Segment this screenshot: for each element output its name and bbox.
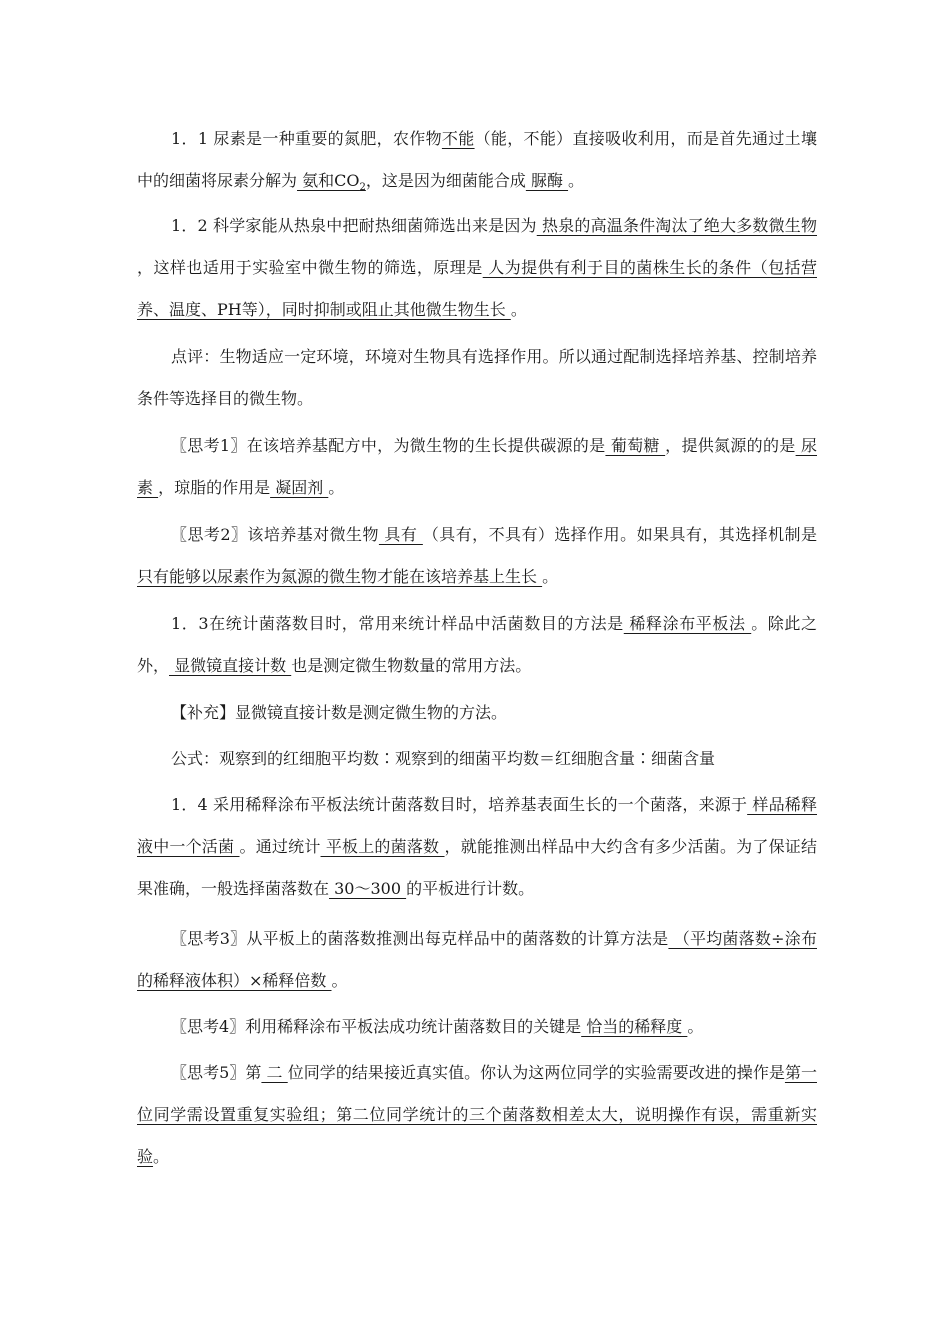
answer-blank: 稀释涂布平板法	[623, 614, 752, 633]
text: 1．4 采用稀释涂布平板法统计菌落数目时，培养基表面生长的一个菌落，来源于	[171, 795, 748, 814]
text: 。	[328, 478, 345, 497]
text: （具有，不具有）选择作用。如果具有，其选择机制是	[422, 525, 817, 544]
answer-blank: 不能	[441, 129, 475, 148]
text: 点评：生物适应一定环境，环境对生物具有选择作用。所以通过配制选择培养基、控制培养条件等选择目的微生物。	[137, 347, 817, 408]
text: 位同学的结果接近真实值。你认为这两位同学的实验需要改进的操作是	[287, 1063, 785, 1082]
answer-blank: 葡萄糖	[605, 436, 666, 455]
paragraph-comment	[137, 336, 817, 420]
text: 〖思考2〗该培养基对微生物	[171, 525, 379, 544]
answer-blank: 脲酶	[525, 171, 569, 190]
paragraph-1-4	[137, 784, 817, 910]
paragraph-think-4	[137, 1006, 817, 1048]
paragraph-formula	[137, 738, 817, 780]
answer-blank: 尿素	[137, 436, 817, 497]
answer-blank: 显微镜直接计数	[169, 656, 292, 675]
paragraph-supplement	[137, 692, 817, 734]
paragraph-think-3	[137, 918, 817, 1002]
text: 的平板进行计数。	[406, 879, 535, 898]
text: 〖思考5〗第	[171, 1063, 262, 1082]
subscript: 2	[359, 182, 366, 194]
text: 。	[510, 300, 527, 319]
text: ，这是因为细菌能合成	[365, 171, 526, 190]
paragraph-1-3	[137, 603, 817, 687]
answer-blank: 30～300	[329, 879, 407, 898]
text: 。	[542, 567, 559, 586]
paragraph-think-1	[137, 425, 817, 509]
answer-blank: 人为提供有利于目的菌株生长的条件（包括营养、温度、PH等），同时抑制或阻止其他微生物生长	[137, 258, 817, 319]
answer-blank	[297, 171, 366, 194]
answer-blank: （平均菌落数÷涂布的稀释液体积）×稀释倍数	[137, 929, 817, 990]
text: 〖思考4〗利用稀释涂布平板法成功统计菌落数目的关键是	[171, 1017, 582, 1036]
answer-text: 氨和CO	[297, 171, 360, 190]
text: 1．3在统计菌落数目时，常用来统计样品中活菌数目的方法是	[171, 614, 624, 633]
text: 〖思考1〗在该培养基配方中，为微生物的生长提供碳源的是	[171, 436, 606, 455]
text: 。	[153, 1147, 170, 1166]
answer-blank: 具有	[378, 525, 423, 544]
answer-blank: 只有能够以尿素作为氮源的微生物才能在该培养基上生长	[137, 567, 543, 586]
answer-blank: 恰当的稀释度	[581, 1017, 688, 1036]
paragraph-think-2	[137, 514, 817, 598]
text: ，提供氮源的的是	[665, 436, 796, 455]
text: 。	[687, 1017, 704, 1036]
text: 。除此之外，	[137, 614, 817, 675]
answer-blank: 热泉的高温条件淘汰了绝大多数微生物	[536, 216, 817, 235]
text: 1．2 科学家能从热泉中把耐热细菌筛选出来是因为	[171, 216, 537, 235]
paragraph-1-1	[137, 118, 817, 209]
answer-blank: 第一位同学需设置重复实验组；第二位同学统计的三个菌落数相差太大，说明操作有误，需重新实验	[137, 1063, 817, 1166]
paragraph-think-5	[137, 1052, 817, 1178]
text: 。	[568, 171, 585, 190]
answer-blank: 二	[261, 1063, 288, 1082]
text: （能，不能）直接吸收利用，而是首先通过土壤中的细菌将尿素分解为	[137, 129, 817, 190]
text: 也是测定微生物数量的常用方法。	[291, 656, 532, 675]
answer-blank: 样品稀释液中一个活菌	[137, 795, 817, 856]
text: 〖思考3〗从平板上的菌落数推测出每克样品中的菌落数的计算方法是	[171, 929, 669, 948]
text: 。通过统计	[239, 837, 321, 856]
text: 公式：观察到的红细胞平均数∶观察到的细菌平均数＝红细胞含量∶细菌含量	[171, 749, 716, 768]
paragraph-1-2	[137, 205, 817, 331]
text: 1．1 尿素是一种重要的氮肥，农作物	[171, 129, 442, 148]
text: 。	[331, 971, 348, 990]
answer-blank: 凝固剂	[270, 478, 329, 497]
text: ，就能推测出样品中大约含有多少活菌。为了保证结果准确，一般选择菌落数在	[137, 837, 817, 898]
answer-blank: 平板上的菌落数	[320, 837, 445, 856]
text: 【补充】显微镜直接计数是测定微生物的方法。	[171, 703, 508, 722]
text: ，这样也适用于实验室中微生物的筛选，原理是	[137, 258, 483, 277]
text: ，琼脂的作用是	[158, 478, 271, 497]
